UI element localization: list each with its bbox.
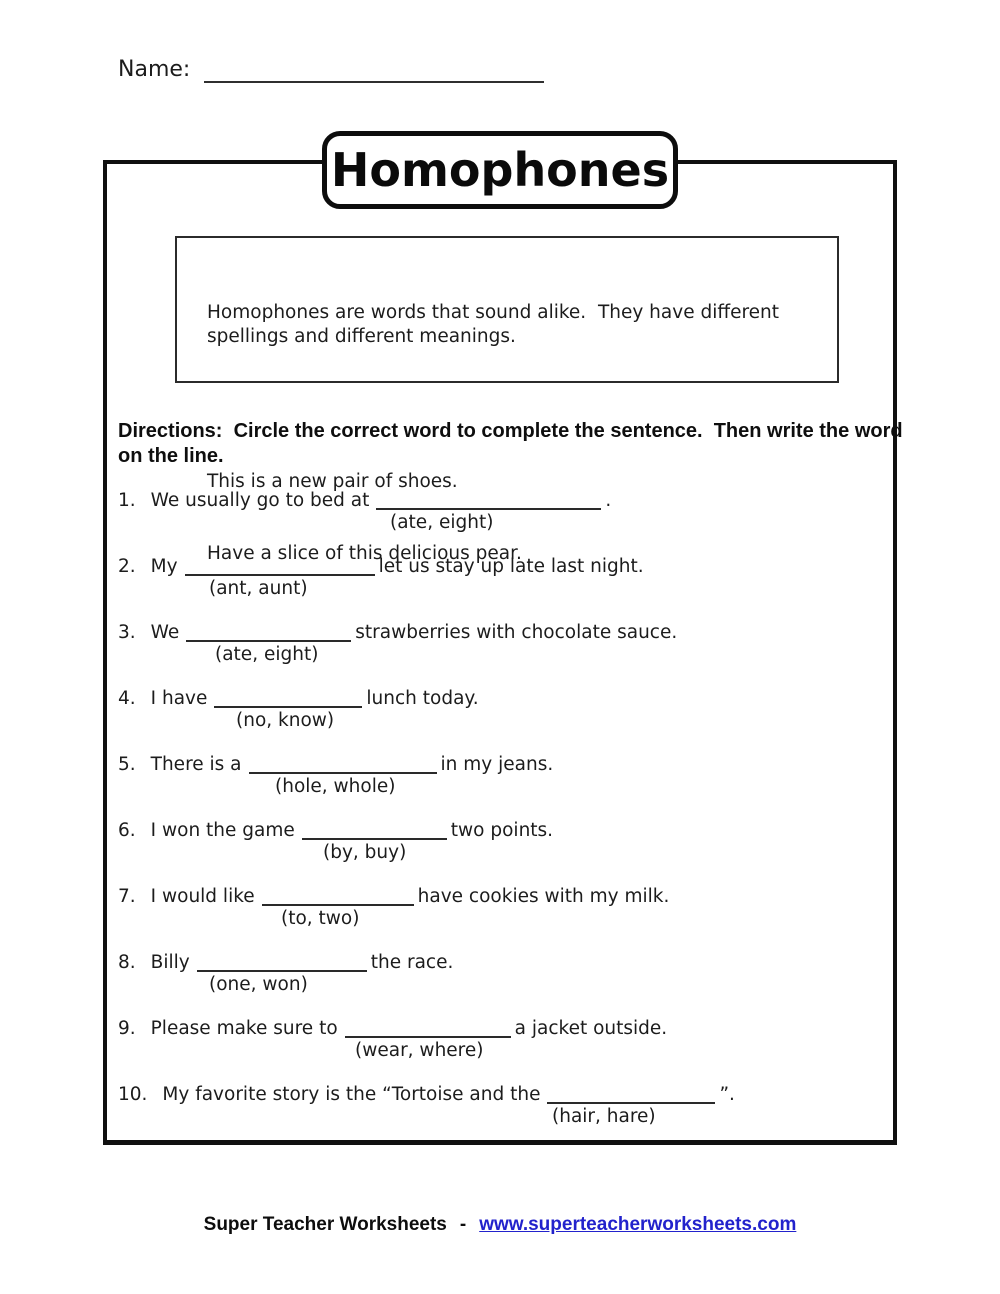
question-number: 9. xyxy=(118,1018,136,1039)
sentence-before-blank: My xyxy=(150,556,178,577)
sentence-after-blank: lunch today. xyxy=(366,688,479,709)
question-sentence xyxy=(118,687,898,710)
word-choices: (ant, aunt) xyxy=(209,578,308,599)
sentence-after-blank: two points. xyxy=(450,820,554,841)
question-sentence xyxy=(118,819,898,842)
question-number: 8. xyxy=(118,952,136,973)
answer-blank xyxy=(197,956,367,972)
sentence-after-blank: let us stay up late last night. xyxy=(378,556,644,577)
question-number: 1. xyxy=(118,490,136,511)
sentence-after-blank: strawberries with chocolate sauce. xyxy=(355,622,678,643)
question-2 xyxy=(118,555,898,600)
word-choices: (wear, where) xyxy=(355,1040,484,1061)
worksheet-title-box xyxy=(322,131,678,209)
sentence-before-blank: I have xyxy=(150,688,208,709)
word-choices: (ate, eight) xyxy=(390,512,494,533)
definition-example-2: Have a slice of this delicious pear. xyxy=(207,543,522,564)
definition-example-1: This is a new pair of shoes. xyxy=(207,471,458,492)
answer-blank xyxy=(302,824,447,840)
word-choices: (ate, eight) xyxy=(215,644,319,665)
word-choices: (hair, hare) xyxy=(552,1106,656,1127)
sentence-after-blank: ”. xyxy=(719,1084,735,1105)
sentence-before-blank: There is a xyxy=(150,754,242,775)
answer-blank xyxy=(249,758,437,774)
sentence-before-blank: Please make sure to xyxy=(150,1018,338,1039)
question-sentence xyxy=(118,951,898,974)
word-choices: (hole, whole) xyxy=(275,776,396,797)
answer-blank xyxy=(376,494,601,510)
word-choices: (one, won) xyxy=(209,974,308,995)
sentence-after-blank: a jacket outside. xyxy=(514,1018,668,1039)
word-choices: (by, buy) xyxy=(323,842,407,863)
question-5 xyxy=(118,753,898,798)
sentence-before-blank: I won the game xyxy=(150,820,295,841)
answer-blank xyxy=(186,626,351,642)
question-10 xyxy=(118,1083,898,1128)
answer-blank xyxy=(214,692,362,708)
question-sentence xyxy=(118,621,898,644)
definition-paragraph: Homophones are words that sound alike. They have different spellings and different meanings. xyxy=(207,302,785,347)
sentence-before-blank: My favorite story is the “Tortoise and the xyxy=(162,1084,541,1105)
sentence-before-blank: Billy xyxy=(150,952,190,973)
question-7 xyxy=(118,885,898,930)
sentence-before-blank: I would like xyxy=(150,886,255,907)
question-sentence xyxy=(118,555,898,578)
name-label: Name: xyxy=(118,57,191,82)
question-number: 6. xyxy=(118,820,136,841)
question-number: 5. xyxy=(118,754,136,775)
sentence-before-blank: We xyxy=(150,622,180,643)
question-number: 10. xyxy=(118,1084,148,1105)
question-3 xyxy=(118,621,898,666)
footer-website-link[interactable]: www.superteacherworksheets.com xyxy=(479,1214,797,1235)
question-number: 2. xyxy=(118,556,136,577)
footer-separator: - xyxy=(459,1214,467,1235)
question-9 xyxy=(118,1017,898,1062)
question-number: 7. xyxy=(118,886,136,907)
question-sentence xyxy=(118,885,898,908)
question-8 xyxy=(118,951,898,996)
sentence-after-blank: . xyxy=(605,490,612,511)
footer-brand: Super Teacher Worksheets xyxy=(203,1214,447,1235)
answer-blank xyxy=(547,1088,715,1104)
word-choices: (no, know) xyxy=(236,710,335,731)
footer xyxy=(0,1214,1000,1236)
sentence-after-blank: have cookies with my milk. xyxy=(417,886,670,907)
question-6 xyxy=(118,819,898,864)
question-4 xyxy=(118,687,898,732)
answer-blank xyxy=(185,560,375,576)
sentence-after-blank: in my jeans. xyxy=(440,754,554,775)
directions-text: Directions: Circle the correct word to complete the sentence. Then write the word on the line. xyxy=(118,420,909,467)
page-title: Homophones xyxy=(330,143,670,197)
question-sentence xyxy=(118,1083,898,1106)
question-sentence xyxy=(118,489,898,512)
answer-blank xyxy=(262,890,414,906)
question-number: 3. xyxy=(118,622,136,643)
word-choices: (to, two) xyxy=(281,908,360,929)
question-1 xyxy=(118,489,898,534)
answer-blank xyxy=(345,1022,511,1038)
sentence-before-blank: We usually go to bed at xyxy=(150,490,370,511)
sentence-after-blank: the race. xyxy=(370,952,454,973)
question-number: 4. xyxy=(118,688,136,709)
question-sentence xyxy=(118,753,898,776)
questions-list xyxy=(118,489,898,1149)
name-row xyxy=(118,57,544,83)
name-write-line xyxy=(204,57,544,83)
question-sentence xyxy=(118,1017,898,1040)
